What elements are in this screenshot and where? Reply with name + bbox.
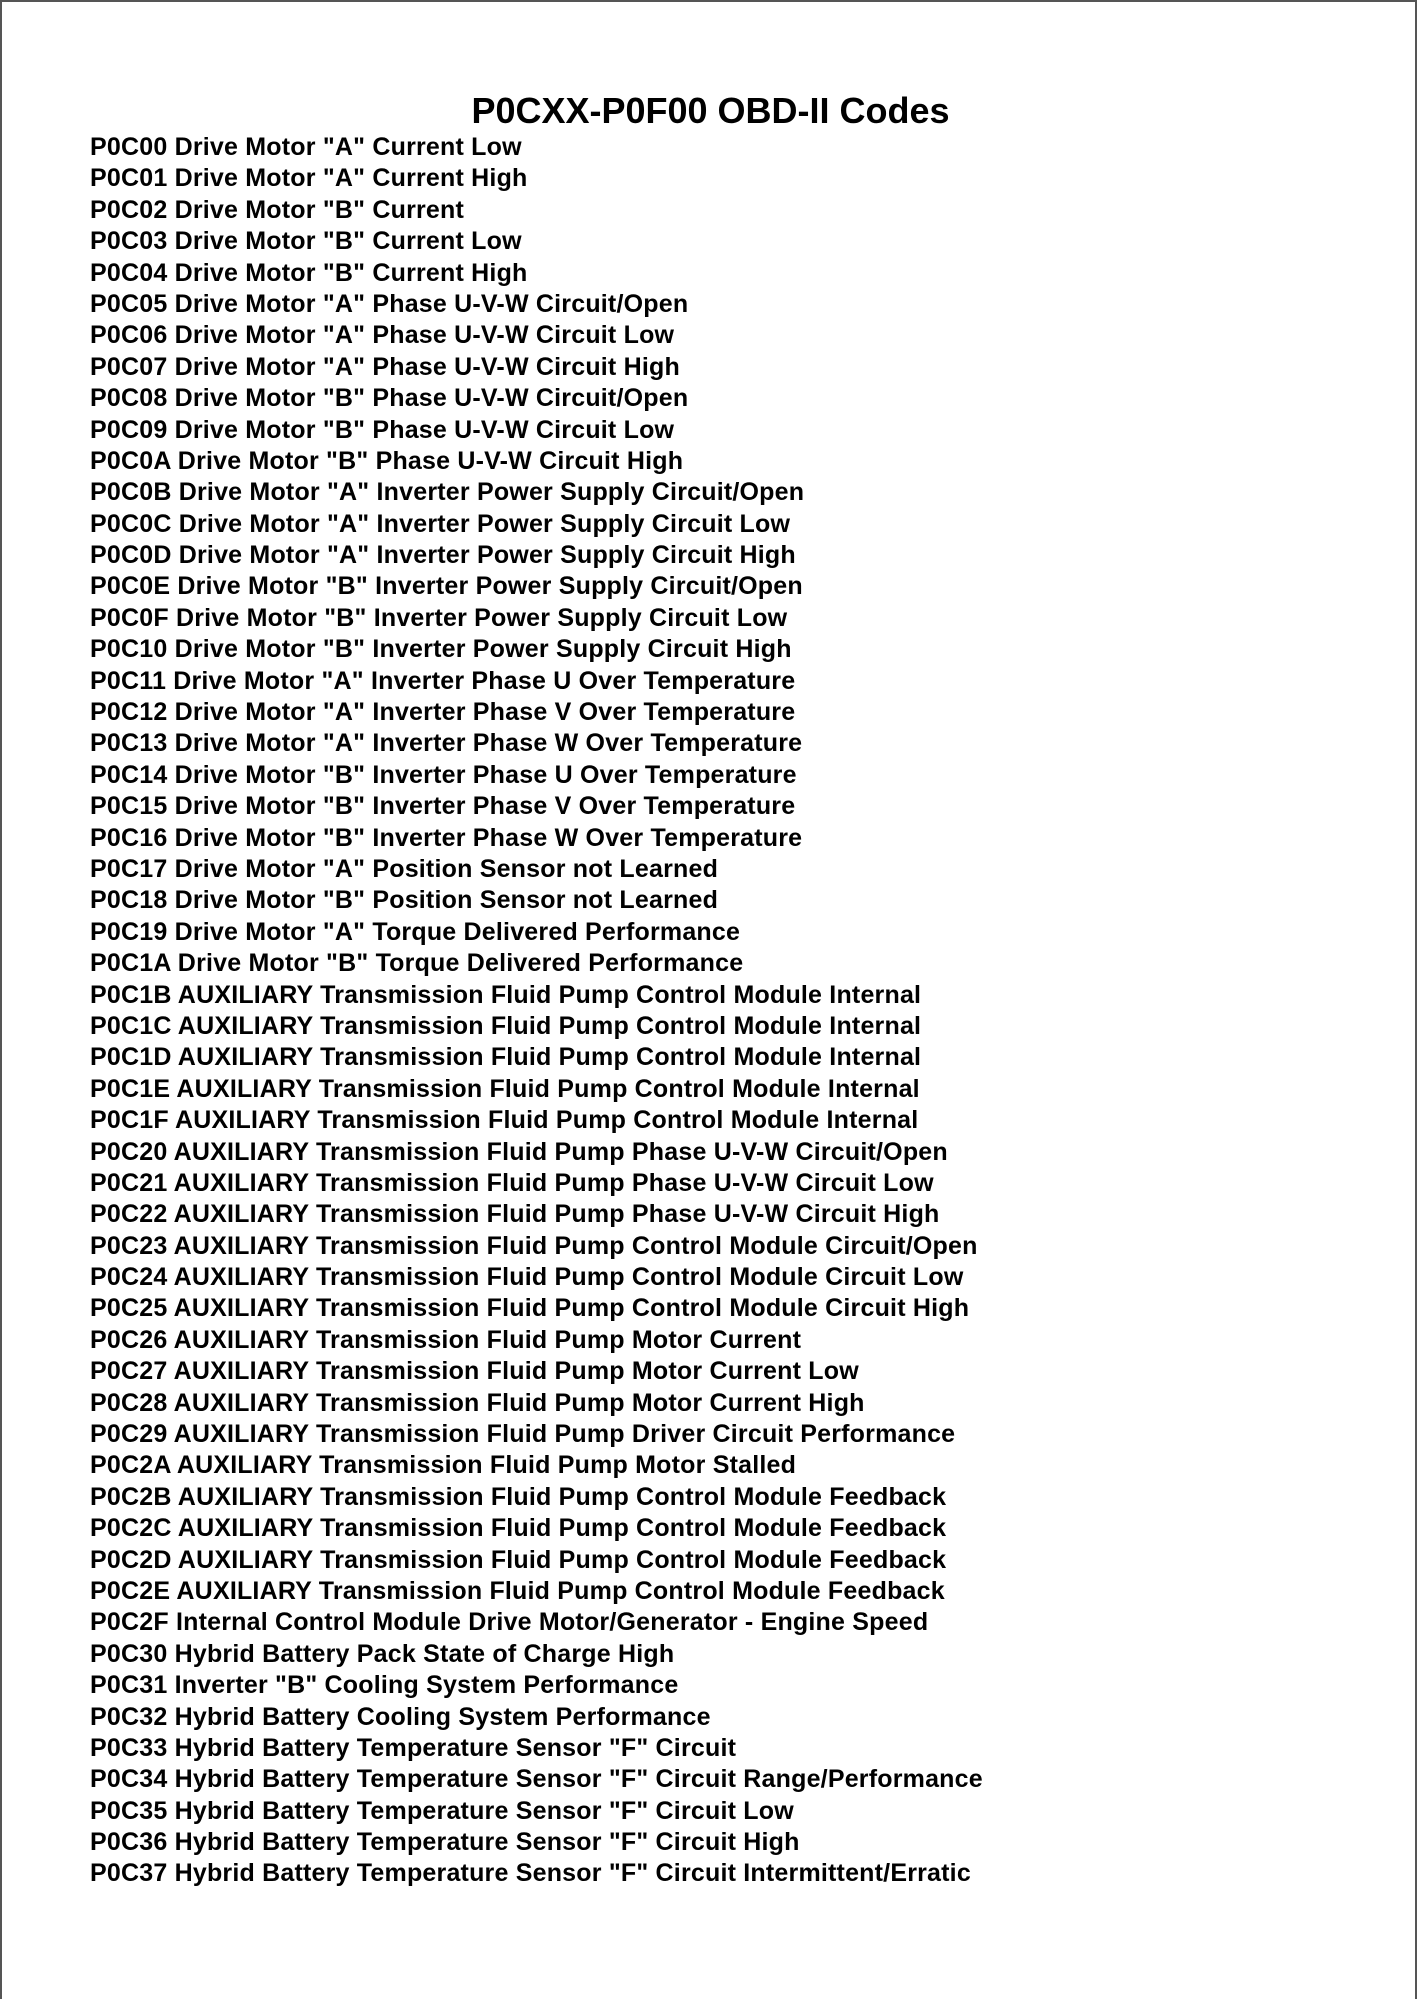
code-line: P0C15 Drive Motor "B" Inverter Phase V Over Temperature xyxy=(90,792,796,821)
code-list xyxy=(90,132,983,1890)
code-line: P0C16 Drive Motor "B" Inverter Phase W Over Temperature xyxy=(90,823,803,852)
code-line: P0C10 Drive Motor "B" Inverter Power Supply Circuit High xyxy=(90,635,792,664)
code-line: P0C14 Drive Motor "B" Inverter Phase U Over Temperature xyxy=(90,760,797,789)
code-line: P0C01 Drive Motor "A" Current High xyxy=(90,164,528,193)
code-line: P0C0D Drive Motor "A" Inverter Power Supply Circuit High xyxy=(90,541,796,570)
code-line: P0C30 Hybrid Battery Pack State of Charge High xyxy=(90,1639,675,1668)
code-line: P0C31 Inverter "B" Cooling System Performance xyxy=(90,1671,679,1700)
code-line: P0C23 AUXILIARY Transmission Fluid Pump Control Module Circuit/Open xyxy=(90,1231,978,1260)
code-line: P0C0F Drive Motor "B" Inverter Power Supply Circuit Low xyxy=(90,603,788,632)
code-line: P0C03 Drive Motor "B" Current Low xyxy=(90,227,522,256)
code-line: P0C00 Drive Motor "A" Current Low xyxy=(90,133,522,161)
code-line: P0C08 Drive Motor "B" Phase U-V-W Circuit/Open xyxy=(90,384,689,413)
code-line: P0C02 Drive Motor "B" Current xyxy=(90,195,465,224)
code-line: P0C2C AUXILIARY Transmission Fluid Pump Control Module Feedback xyxy=(90,1514,947,1543)
code-line: P0C37 Hybrid Battery Temperature Sensor "F" Circuit Intermittent/Erratic xyxy=(90,1859,971,1888)
code-line: P0C07 Drive Motor "A" Phase U-V-W Circuit High xyxy=(90,352,680,381)
code-line: P0C0A Drive Motor "B" Phase U-V-W Circuit High xyxy=(90,446,684,475)
code-line: P0C05 Drive Motor "A" Phase U-V-W Circuit/Open xyxy=(90,289,689,318)
code-line: P0C27 AUXILIARY Transmission Fluid Pump Motor Current Low xyxy=(90,1357,859,1386)
code-line: P0C12 Drive Motor "A" Inverter Phase V Over Temperature xyxy=(90,698,796,727)
code-line: P0C34 Hybrid Battery Temperature Sensor "F" Circuit Range/Performance xyxy=(90,1765,983,1794)
code-line: P0C36 Hybrid Battery Temperature Sensor "F" Circuit High xyxy=(90,1828,800,1857)
code-line: P0C20 AUXILIARY Transmission Fluid Pump Phase U-V-W Circuit/Open xyxy=(90,1137,948,1166)
code-line: P0C28 AUXILIARY Transmission Fluid Pump Motor Current High xyxy=(90,1388,865,1417)
code-line: P0C11 Drive Motor "A" Inverter Phase U Over Temperature xyxy=(90,666,796,695)
code-line: P0C0E Drive Motor "B" Inverter Power Supply Circuit/Open xyxy=(90,572,803,601)
code-line: P0C13 Drive Motor "A" Inverter Phase W Over Temperature xyxy=(90,729,803,758)
code-line: P0C0C Drive Motor "A" Inverter Power Supply Circuit Low xyxy=(90,509,791,538)
code-line: P0C1A Drive Motor "B" Torque Delivered Performance xyxy=(90,949,744,978)
code-line: P0C32 Hybrid Battery Cooling System Performance xyxy=(90,1702,711,1731)
code-line: P0C25 AUXILIARY Transmission Fluid Pump Control Module Circuit High xyxy=(90,1294,970,1323)
code-line: P0C24 AUXILIARY Transmission Fluid Pump Control Module Circuit Low xyxy=(90,1263,964,1292)
code-line: P0C09 Drive Motor "B" Phase U-V-W Circuit Low xyxy=(90,415,675,444)
code-line: P0C1E AUXILIARY Transmission Fluid Pump Control Module Internal xyxy=(90,1074,920,1103)
page-title: P0CXX-P0F00 OBD-II Codes xyxy=(471,90,950,131)
code-line: P0C22 AUXILIARY Transmission Fluid Pump Phase U-V-W Circuit High xyxy=(90,1200,940,1229)
code-line: P0C1F AUXILIARY Transmission Fluid Pump Control Module Internal xyxy=(90,1106,919,1135)
code-line: P0C35 Hybrid Battery Temperature Sensor "F" Circuit Low xyxy=(90,1796,794,1825)
code-line: P0C1B AUXILIARY Transmission Fluid Pump Control Module Internal xyxy=(90,980,922,1009)
code-line: P0C2E AUXILIARY Transmission Fluid Pump Control Module Feedback xyxy=(90,1576,945,1605)
code-line: P0C17 Drive Motor "A" Position Sensor not Learned xyxy=(90,854,719,883)
code-line: P0C29 AUXILIARY Transmission Fluid Pump Driver Circuit Performance xyxy=(90,1420,956,1449)
code-line: P0C19 Drive Motor "A" Torque Delivered Performance xyxy=(90,917,741,946)
code-line: P0C04 Drive Motor "B" Current High xyxy=(90,258,528,287)
code-line: P0C2B AUXILIARY Transmission Fluid Pump Control Module Feedback xyxy=(90,1482,947,1511)
code-line: P0C2D AUXILIARY Transmission Fluid Pump Control Module Feedback xyxy=(90,1545,947,1574)
code-line: P0C06 Drive Motor "A" Phase U-V-W Circuit Low xyxy=(90,321,675,350)
code-line: P0C2A AUXILIARY Transmission Fluid Pump Motor Stalled xyxy=(90,1451,797,1480)
code-line: P0C1D AUXILIARY Transmission Fluid Pump Control Module Internal xyxy=(90,1043,922,1072)
code-line: P0C33 Hybrid Battery Temperature Sensor "F" Circuit xyxy=(90,1733,737,1762)
code-line: P0C26 AUXILIARY Transmission Fluid Pump Motor Current xyxy=(90,1325,802,1354)
code-line: P0C18 Drive Motor "B" Position Sensor not Learned xyxy=(90,886,719,915)
code-line: P0C1C AUXILIARY Transmission Fluid Pump Control Module Internal xyxy=(90,1011,922,1040)
code-line: P0C21 AUXILIARY Transmission Fluid Pump Phase U-V-W Circuit Low xyxy=(90,1168,934,1197)
code-line: P0C0B Drive Motor "A" Inverter Power Supply Circuit/Open xyxy=(90,478,805,507)
code-line: P0C2F Internal Control Module Drive Motor/Generator - Engine Speed xyxy=(90,1608,929,1637)
